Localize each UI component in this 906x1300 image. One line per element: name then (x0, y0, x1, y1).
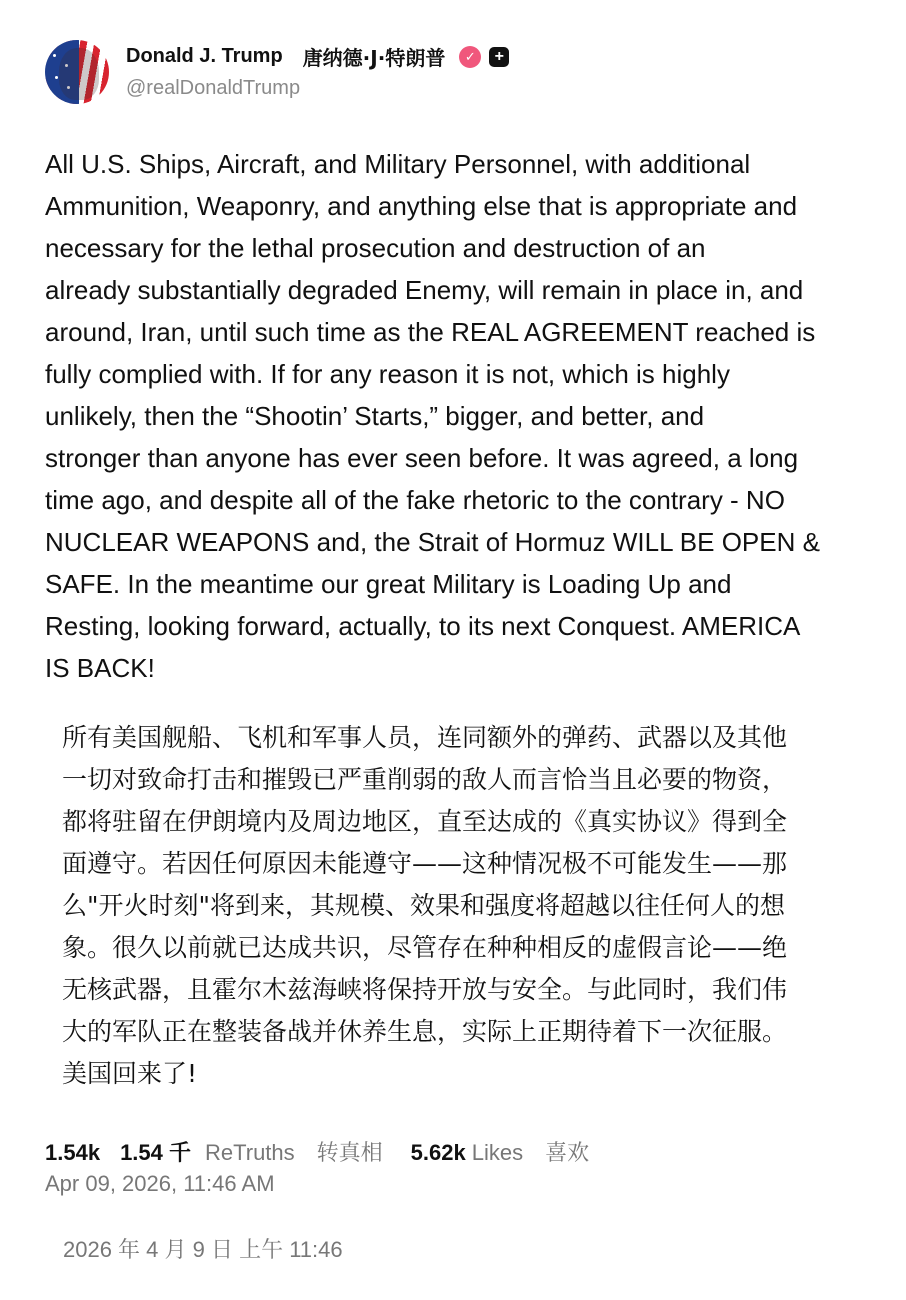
post-text-line: 美国回来了! (62, 1059, 198, 1088)
retruths-label-zh: 转真相 (316, 1141, 383, 1166)
post-body-chinese (62, 717, 787, 1095)
author-name[interactable]: Donald J. Trump (126, 45, 283, 67)
author-handle[interactable]: @realDonaldTrump (126, 77, 301, 99)
post-text-line: stronger than anyone has ever seen before. It was agreed, a long (45, 443, 799, 473)
avatar-star (55, 76, 58, 79)
post-text-line: 面遵守。若因任何原因未能遵守——这种情况极不可能发生——那 (62, 849, 788, 878)
author-name-row (126, 42, 509, 71)
likes-label-zh: 喜欢 (545, 1141, 590, 1166)
post-text-line: fully complied with. If for any reason it is not, which is highly (45, 359, 730, 389)
post-text-line: 大的军队正在整装备战并休养生息，实际上正期待着下一次征服。 (62, 1017, 788, 1046)
post-text-line: 所有美国舰船、飞机和军事人员，连同额外的弹药、武器以及其他 (62, 723, 788, 752)
post-stats (45, 1136, 589, 1167)
verified-badge-icon: ✓ (459, 46, 481, 68)
post-text-line: time ago, and despite all of the fake rhetoric to the contrary - NO (45, 485, 785, 515)
retruths-label[interactable]: ReTruths (205, 1140, 295, 1165)
post-text-line: NUCLEAR WEAPONS and, the Strait of Hormuz WILL BE OPEN & (45, 527, 820, 557)
post-text-line: 象。很久以前就已达成共识，尽管存在种种相反的虚假言论——绝 (62, 933, 788, 962)
retruths-count-zh: 1.54 千 (120, 1140, 191, 1165)
post-timestamp[interactable]: Apr 09, 2026, 11:46 AM (45, 1171, 275, 1196)
likes-label[interactable]: Likes (471, 1140, 524, 1165)
post-text-line: 都将驻留在伊朗境内及周边地区，直至达成的《真实协议》得到全 (62, 807, 788, 836)
avatar[interactable] (45, 40, 109, 104)
post-text-line: 么"开火时刻"将到来，其规模、效果和强度将超越以往任何人的想 (62, 891, 786, 920)
post-text-line: Resting, looking forward, actually, to its next Conquest. AMERICA (45, 611, 801, 641)
post-text-line: 无核武器，且霍尔木兹海峡将保持开放与安全。与此同时，我们伟 (62, 975, 788, 1004)
post-text-line: SAFE. In the meantime our great Military is Loading Up and (45, 569, 732, 599)
avatar-face (59, 48, 99, 100)
post-text-line: 一切对致命打击和摧毁已严重削弱的敌人而言恰当且必要的物资， (62, 765, 788, 794)
post-text-line: IS BACK! (45, 653, 155, 683)
author-name-zh: 唐纳德·J·特朗普 (302, 46, 446, 70)
plus-badge-icon: + (489, 47, 509, 67)
post-body-english (45, 143, 820, 689)
post-timestamp-zh: 2026 年 4 月 9 日 上午 11:46 (63, 1237, 343, 1262)
avatar-star (53, 54, 56, 57)
likes-count[interactable]: 5.62k (410, 1140, 466, 1165)
post-text-line: around, Iran, until such time as the REAL AGREEMENT reached is (45, 317, 816, 347)
post-text-line: necessary for the lethal prosecution and destruction of an (45, 233, 706, 263)
retruths-count[interactable]: 1.54k (45, 1140, 101, 1165)
post-text-line: already substantially degraded Enemy, will remain in place in, and (45, 275, 804, 305)
post-text-line: unlikely, then the “Shootin’ Starts,” bigger, and better, and (45, 401, 705, 431)
post-text-line: Ammunition, Weaponry, and anything else that is appropriate and (45, 191, 798, 221)
post-text-line: All U.S. Ships, Aircraft, and Military Personnel, with additional (45, 149, 751, 179)
